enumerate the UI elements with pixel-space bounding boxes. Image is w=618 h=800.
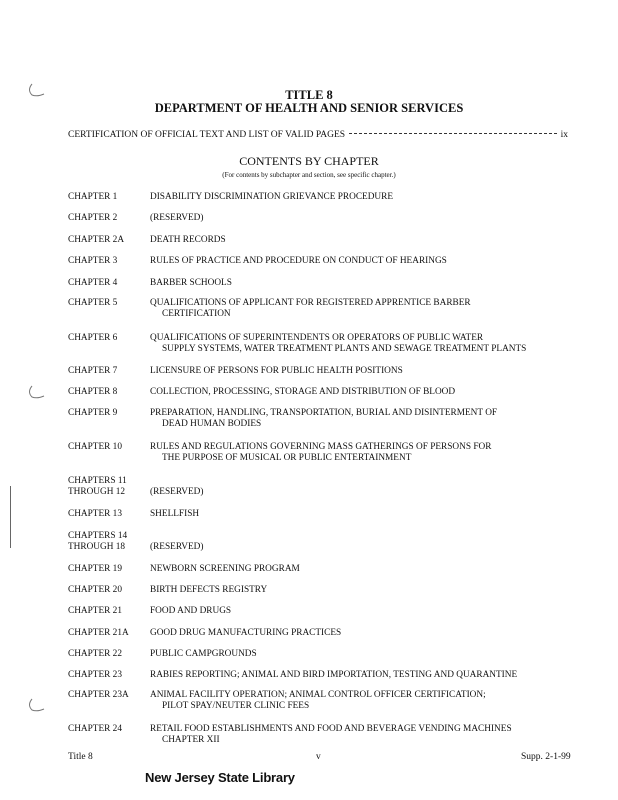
chapter-title bbox=[150, 298, 580, 320]
certification-page: ix bbox=[560, 130, 568, 140]
chapter-number bbox=[68, 476, 150, 498]
chapter-number: CHAPTER 20 bbox=[68, 585, 122, 595]
chapter-title-line1: PREPARATION, HANDLING, TRANSPORTATION, BURIAL AND DISINTERMENT OF bbox=[150, 408, 498, 418]
chapter-title: (RESERVED) bbox=[150, 487, 204, 497]
chapter-number: CHAPTER 21A bbox=[68, 628, 129, 638]
chapter-number bbox=[68, 531, 150, 553]
chapter-title: FOOD AND DRUGS bbox=[150, 606, 232, 616]
chapter-title-line2: CERTIFICATION bbox=[162, 309, 231, 319]
chapter-number: CHAPTER 2A bbox=[68, 235, 125, 245]
chapter-title bbox=[150, 690, 580, 712]
chapter-title-line2: THE PURPOSE OF MUSICAL OR PUBLIC ENTERTAINMENT bbox=[162, 453, 412, 463]
certification-text: CERTIFICATION OF OFFICIAL TEXT AND LIST OF VALID PAGES bbox=[68, 130, 346, 140]
chapter-title: NEWBORN SCREENING PROGRAM bbox=[150, 564, 300, 574]
certification-line bbox=[68, 130, 568, 140]
chapter-number-line2: THROUGH 12 bbox=[68, 487, 126, 497]
document-title: TITLE 8 bbox=[285, 88, 333, 102]
contents-note: (For contents by subchapter and section, see specific chapter.) bbox=[222, 171, 396, 179]
department-name: DEPARTMENT OF HEALTH AND SENIOR SERVICES bbox=[154, 101, 464, 115]
chapter-title: PUBLIC CAMPGROUNDS bbox=[150, 649, 257, 659]
supplement-date: Supp. 2-1-99 bbox=[521, 752, 571, 762]
chapter-title: RULES OF PRACTICE AND PROCEDURE ON CONDUCT OF HEARINGS bbox=[150, 256, 447, 266]
chapter-title: RABIES REPORTING; ANIMAL AND BIRD IMPORTATION, TESTING AND QUARANTINE bbox=[150, 670, 518, 680]
chapter-title bbox=[150, 724, 580, 746]
chapter-number-line1: CHAPTERS 11 bbox=[68, 476, 127, 486]
binder-hole-mark bbox=[26, 697, 46, 713]
chapter-title: (RESERVED) bbox=[150, 213, 204, 223]
chapter-number: CHAPTER 23A bbox=[68, 690, 129, 700]
chapter-title: DEATH RECORDS bbox=[150, 235, 226, 245]
page-number: v bbox=[316, 752, 321, 762]
dot-leader bbox=[349, 133, 557, 134]
chapter-number: CHAPTER 6 bbox=[68, 333, 118, 343]
chapter-title-line1: QUALIFICATIONS OF APPLICANT FOR REGISTERED APPRENTICE BARBER bbox=[150, 298, 471, 308]
chapter-title-line1: ANIMAL FACILITY OPERATION; ANIMAL CONTROL OFFICER CERTIFICATION; bbox=[150, 690, 486, 700]
chapter-title-line2: SUPPLY SYSTEMS, WATER TREATMENT PLANTS AND SEWAGE TREATMENT PLANTS bbox=[162, 344, 527, 354]
chapter-title-line2: PILOT SPAY/NEUTER CLINIC FEES bbox=[162, 701, 310, 711]
chapter-number: CHAPTER 7 bbox=[68, 366, 118, 376]
scan-artifact bbox=[10, 486, 11, 548]
chapter-title: SHELLFISH bbox=[150, 509, 200, 519]
chapter-number: CHAPTER 4 bbox=[68, 278, 118, 288]
chapter-title-line1: RETAIL FOOD ESTABLISHMENTS AND FOOD AND BEVERAGE VENDING MACHINES bbox=[150, 724, 512, 734]
chapter-number: CHAPTER 22 bbox=[68, 649, 122, 659]
chapter-title-line2: CHAPTER XII bbox=[162, 735, 220, 745]
chapter-number: CHAPTER 21 bbox=[68, 606, 122, 616]
chapter-title-line1: QUALIFICATIONS OF SUPERINTENDENTS OR OPERATORS OF PUBLIC WATER bbox=[150, 333, 484, 343]
chapter-number: CHAPTER 8 bbox=[68, 387, 118, 397]
library-stamp: New Jersey State Library bbox=[145, 770, 295, 785]
chapter-title bbox=[150, 442, 580, 464]
chapter-title: BIRTH DEFECTS REGISTRY bbox=[150, 585, 268, 595]
chapter-number: CHAPTER 24 bbox=[68, 724, 122, 734]
binder-hole-mark bbox=[26, 384, 46, 400]
chapter-number: CHAPTER 5 bbox=[68, 298, 118, 308]
chapter-number: CHAPTER 23 bbox=[68, 670, 122, 680]
chapter-title-line2: DEAD HUMAN BODIES bbox=[162, 419, 262, 429]
chapter-title: (RESERVED) bbox=[150, 542, 204, 552]
binder-hole-mark bbox=[26, 82, 46, 98]
chapter-number: CHAPTER 19 bbox=[68, 564, 122, 574]
chapter-number: CHAPTER 13 bbox=[68, 509, 122, 519]
chapter-number-line2: THROUGH 18 bbox=[68, 542, 126, 552]
chapter-number: CHAPTER 3 bbox=[68, 256, 118, 266]
chapter-title: LICENSURE OF PERSONS FOR PUBLIC HEALTH POSITIONS bbox=[150, 366, 403, 376]
chapter-title: COLLECTION, PROCESSING, STORAGE AND DISTRIBUTION OF BLOOD bbox=[150, 387, 456, 397]
footer-title: Title 8 bbox=[68, 752, 93, 762]
chapter-title bbox=[150, 333, 580, 355]
chapter-number: CHAPTER 1 bbox=[68, 192, 118, 202]
chapter-number: CHAPTER 2 bbox=[68, 213, 118, 223]
chapter-number-line1: CHAPTERS 14 bbox=[68, 531, 128, 541]
chapter-number: CHAPTER 9 bbox=[68, 408, 118, 418]
chapter-title: DISABILITY DISCRIMINATION GRIEVANCE PROCEDURE bbox=[150, 192, 394, 202]
chapter-title: GOOD DRUG MANUFACTURING PRACTICES bbox=[150, 628, 342, 638]
contents-heading: CONTENTS BY CHAPTER bbox=[239, 154, 379, 168]
chapter-title-line1: RULES AND REGULATIONS GOVERNING MASS GATHERINGS OF PERSONS FOR bbox=[150, 442, 492, 452]
chapter-number: CHAPTER 10 bbox=[68, 442, 122, 452]
chapter-title: BARBER SCHOOLS bbox=[150, 278, 232, 288]
chapter-title bbox=[150, 408, 580, 430]
